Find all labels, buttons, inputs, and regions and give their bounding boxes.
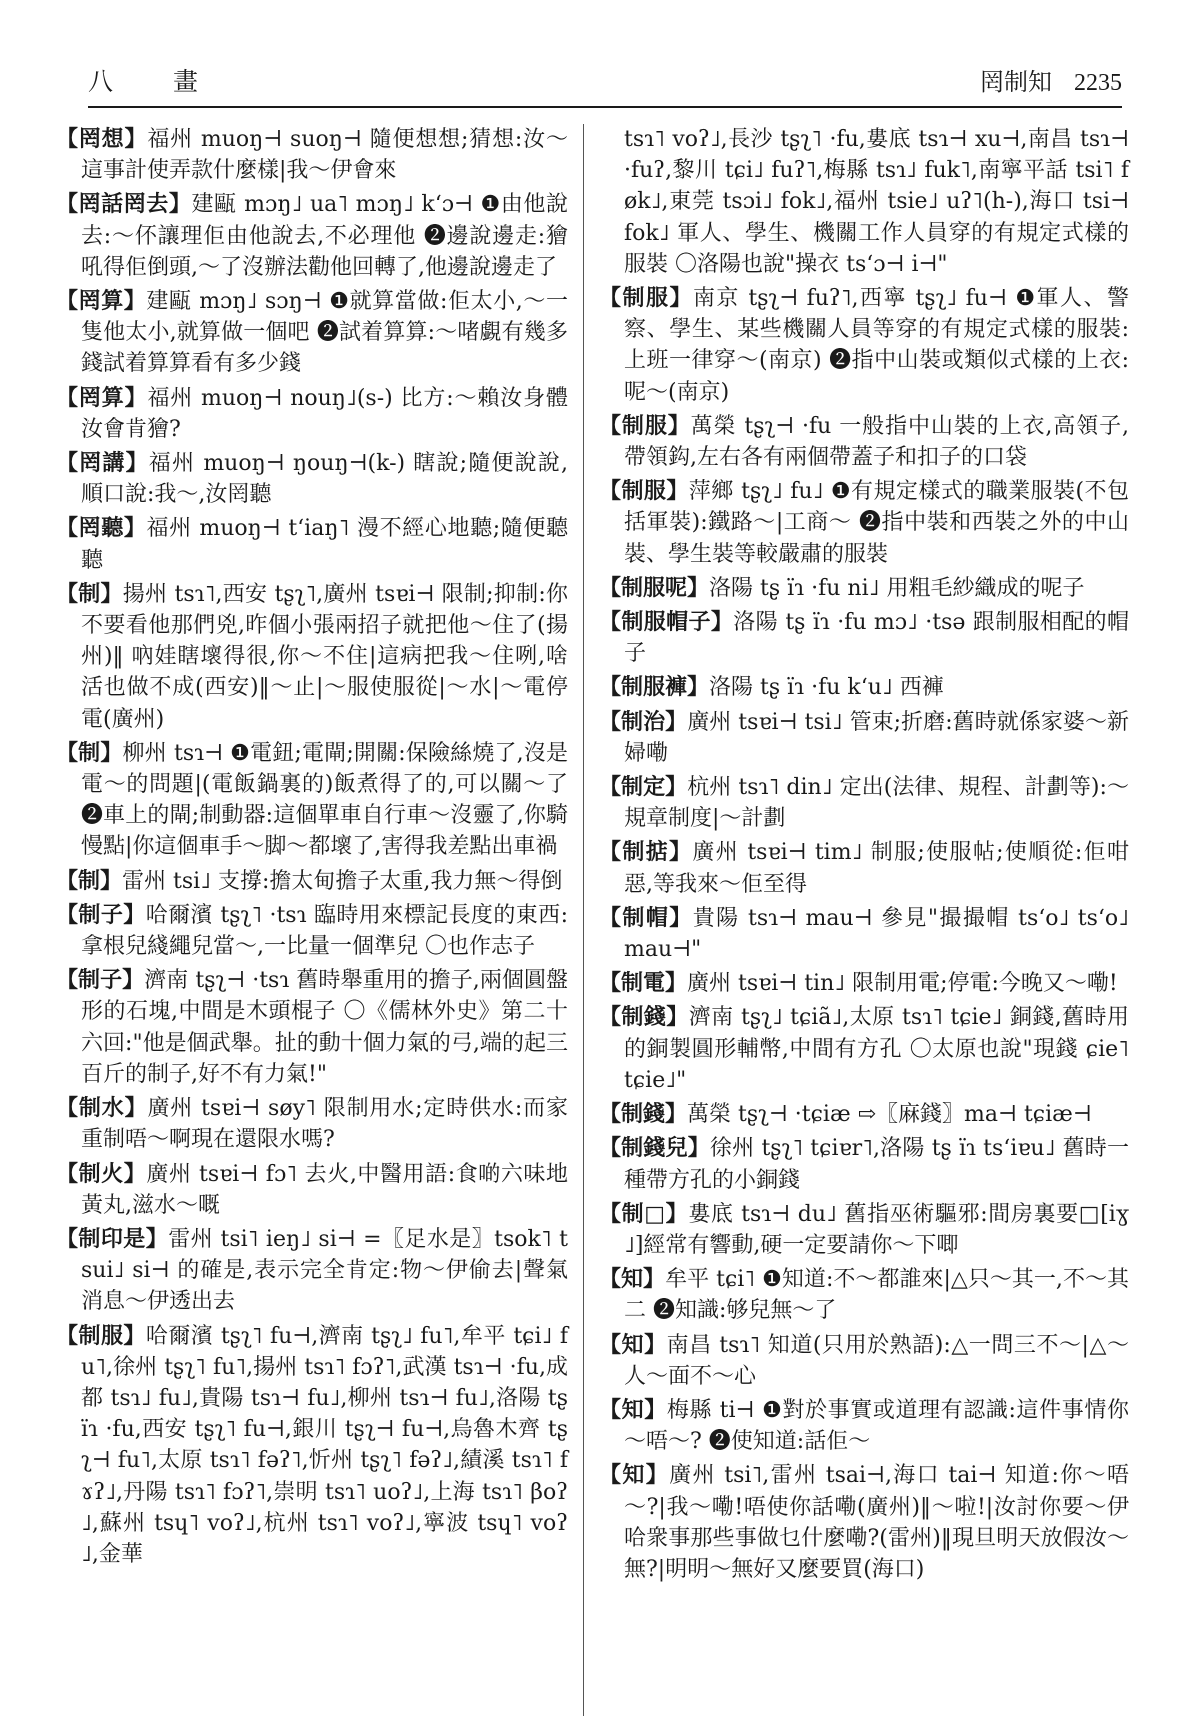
dictionary-entry — [56, 900, 568, 962]
entry-headword: 【制火】 — [56, 1160, 147, 1187]
entry-definition: 廣州 tsɐi⊣ tim˩ 制服;使服帖;使順從:佢咁惡,等我來～佢至得 — [624, 840, 1129, 897]
page-number: 2235 — [1074, 70, 1122, 96]
entry-headword: 【制】 — [56, 739, 123, 766]
entry-headword: 【制錢】 — [599, 1101, 688, 1128]
entry-definition: 徐州 tʂʅ˥ tɕiɐr˥,洛陽 tʂ ïɿ tsʻiɐu˩ 舊時一種帶方孔的小銅錢 — [624, 1136, 1129, 1193]
dictionary-entry — [599, 1395, 1129, 1457]
entry-headword: 【制】 — [56, 580, 123, 607]
page-header — [88, 56, 1122, 108]
entry-definition: 洛陽 tʂ ïɿ ·fu kʻu˩ 西褲 — [709, 675, 944, 701]
dictionary-entry — [56, 1224, 568, 1318]
dictionary-entry — [599, 573, 1129, 604]
dictionary-entry — [599, 1330, 1129, 1392]
running-headwords: 罔制知 — [980, 68, 1052, 96]
entry-headword: 【罔話罔去】 — [56, 191, 192, 218]
dictionary-entry — [599, 124, 1129, 280]
entry-definition: 福州 muoŋ⊣ tʻiaŋ˥ 漫不經心地聽;隨便聽聽 — [81, 516, 568, 573]
dictionary-entry — [56, 965, 568, 1090]
entry-definition: 廣州 tsɐi⊣ fɔ˥ 去火,中醫用語:食啲六味地黃丸,滋水～嘅 — [81, 1161, 568, 1218]
dictionary-entry — [56, 286, 568, 380]
entry-headword: 【制□】 — [599, 1200, 689, 1227]
dictionary-entry — [56, 738, 568, 863]
entry-definition: 梅縣 ti⊣ ❶對於事實或道理有認識:這件事情你～唔～? ❷使知道:話佢～ — [624, 1397, 1129, 1455]
dictionary-entry — [599, 476, 1129, 570]
entry-definition: 牟平 tɕi˥ ❶知道:不～都誰來|△只～其一,不～其二 ❷知識:够兒無～了 — [624, 1267, 1129, 1324]
entry-definition: 廣州 tsi˥,雷州 tsai⊣,海口 tai⊣ 知道:你～唔～?|我～嘞!唔使你話嘞(廣州)‖～啦!|汝討你要～伊哈衆事那些事做乜什麼嘞?(雷州)‖現旦明天放假汝～無?|明明～無好又麼要買(海口) — [624, 1463, 1129, 1582]
entry-headword: 【制服帽子】 — [599, 609, 734, 636]
dictionary-entry — [599, 1002, 1129, 1096]
right-column — [599, 124, 1129, 1588]
entry-headword: 【制治】 — [599, 708, 688, 735]
entry-definition: tsɿ˥ voʔ˩,長沙 tʂʅ˥ ·fu,婁底 tsɿ⊣ xu⊣,南昌 tsɿ⊣ ·fuʔ,黎川 tɕi˩ fuʔ˥,梅縣 tsɿ˩ fuk˥,南寧平話 tsi˥ føk˩,東莞 tsɔi˩ fok˩,福州 tsie˩ uʔ˥(h-),海口 tsi⊣ fok˩ 軍人、學生、機關工作人員穿的有規定式樣的服裝 〇洛陽也說"操衣 tsʻɔ⊣ i⊣" — [624, 127, 1129, 277]
entry-headword: 【制印是】 — [56, 1225, 169, 1252]
entry-definition: 福州 muoŋ⊣ suoŋ⊣ 隨便想想;猜想:汝～這事計使弄款什麼樣|我～伊會來 — [81, 127, 568, 184]
dictionary-entry — [56, 189, 568, 283]
dictionary-entry — [599, 411, 1129, 473]
entry-headword: 【知】 — [599, 1266, 666, 1293]
entry-headword: 【制錢兒】 — [599, 1135, 710, 1162]
dictionary-entry — [599, 1199, 1129, 1261]
entry-definition: 貴陽 tsɿ⊣ mau⊣ 參見"撮撮帽 tsʻo˩ tsʻo˩ mau⊣" — [624, 905, 1129, 963]
entry-headword: 【制服】 — [56, 1322, 146, 1349]
dictionary-entry — [599, 1133, 1129, 1195]
dictionary-entry — [56, 513, 568, 575]
dictionary-entry — [56, 1321, 568, 1571]
column-divider — [583, 124, 584, 1716]
dictionary-entry — [599, 903, 1129, 965]
entry-headword: 【制服呢】 — [599, 574, 710, 601]
entry-definition: 萬榮 tʂʅ⊣ ·tɕiæ ⇨〖麻錢〗ma⊣ tɕiæ⊣ — [687, 1102, 1092, 1128]
entry-headword: 【罔算】 — [56, 288, 147, 315]
dictionary-entry — [56, 579, 568, 735]
dictionary-entry — [599, 1460, 1129, 1585]
entry-headword: 【制服】 — [599, 412, 691, 439]
entry-definition: 雷州 tsi˩ 支撐:擔太甸擔子太重,我力無～得倒 — [122, 868, 563, 894]
entry-definition: 濟南 tʂʅ⊣ ·tsɿ 舊時舉重用的擔子,兩個圓盤形的石塊,中間是木頭棍子 〇《儒林外史》第二十六回:"他是個武舉。扯的動十個力氣的弓,端的起三百斤的制子,好不有力氣!" — [81, 968, 568, 1087]
entry-definition: 揚州 tsɿ˥,西安 tʂʅ˥,廣州 tsɐi⊣ 限制;抑制:你不要看他那們兇,昨個小張兩招子就把他～住了(揚州)‖ 吶娃瞎壞得很,你～不住|這病把我～住咧,啥活也做不成(西安)‖～止|～服使服從|～水|～電停電(廣州) — [81, 581, 568, 732]
entry-headword: 【知】 — [599, 1331, 667, 1358]
entry-headword: 【制服】 — [599, 285, 693, 312]
dictionary-entry — [56, 383, 568, 445]
entry-definition: 廣州 tsɐi⊣ tsi˩ 管束;折磨:舊時就係家婆～新婦嘞 — [624, 709, 1129, 766]
left-column — [56, 124, 568, 1573]
entry-definition: 萬榮 tʂʅ⊣ ·fu 一般指中山裝的上衣,高領子,帶領鈎,左右各有兩個帶蓋子和扣子的口袋 — [624, 413, 1129, 471]
entry-headword: 【制掂】 — [599, 839, 693, 866]
running-head — [980, 62, 1122, 97]
entry-headword: 【制服褲】 — [599, 674, 710, 701]
entry-definition: 南昌 tsɿ˥ 知道(只用於熟語):△一問三不～|△～人～面不～心 — [624, 1332, 1129, 1389]
entry-headword: 【知】 — [599, 1462, 670, 1489]
dictionary-entry — [56, 1093, 568, 1155]
entry-headword: 【罔想】 — [56, 126, 148, 152]
dictionary-entry — [599, 672, 1129, 703]
dictionary-entry — [56, 866, 568, 897]
entry-definition: 婁底 tsɿ⊣ du˩ 舊指巫術驅邪:間房裏要□[iɣ˩]經常有響動,硬一定要請你～下唧 — [624, 1201, 1129, 1258]
entry-definition: 福州 muoŋ⊣ ŋouŋ⊣(k-) 瞎說;隨便說說,順口說:我～,汝罔聽 — [81, 451, 568, 508]
dictionary-entry — [599, 283, 1129, 408]
entry-definition: 雷州 tsi˥ ieŋ˩ si⊣ =〖足水是〗tsok˥ tsui˩ si⊣ 的確是,表示完全肯定:物～伊偷去|聲氣消息～伊透出去 — [81, 1226, 568, 1315]
dictionary-entry — [599, 707, 1129, 769]
dictionary-entry — [599, 968, 1129, 999]
entry-headword: 【罔算】 — [56, 384, 148, 411]
entry-headword: 【制】 — [56, 867, 123, 894]
entry-headword: 【罔講】 — [56, 450, 149, 477]
entry-definition: 洛陽 tʂ ïɿ ·fu mɔ˩ ·tsə 跟制服相配的帽子 — [624, 610, 1129, 667]
entry-definition: 哈爾濱 tʂʅ˥ fu⊣,濟南 tʂʅ˩ fu˥,牟平 tɕi˩ fu˥,徐州 tʂʅ˥ fu˥,揚州 tsɿ˥ fɔʔ˥,武漢 tsɿ⊣ ·fu,成都 tsɿ˩ fu˩,貴陽 tsɿ⊣ fu˩,柳州 tsɿ⊣ fu˩,洛陽 tʂ ïɿ ·fu,西安 tʂʅ˥ fu⊣,銀川 tʂʅ⊣ fu⊣,烏魯木齊 tʂʅ⊣ fu˥,太原 tsɿ˥ fəʔ˥,忻州 tʂʅ˥ fəʔ˩,績溪 tsɿ˥ fɤʔ˩,丹陽 tsɿ˥ fɔʔ˥,崇明 tsɿ˥ uoʔ˩,上海 tsɿ˥ βoʔ˩,蘇州 tsɥ˥ voʔ˩,杭州 tsɿ˥ voʔ˩,寧波 tsɥ˥ voʔ˩,金華 — [81, 1323, 568, 1567]
entry-headword: 【知】 — [599, 1396, 667, 1423]
dictionary-entry — [56, 1159, 568, 1221]
section-title: 八 畫 — [88, 67, 224, 96]
entry-headword: 【制服】 — [599, 478, 689, 505]
entry-definition: 洛陽 tʂ ïɿ ·fu ni˩ 用粗毛紗織成的呢子 — [709, 575, 1085, 601]
entry-definition: 濟南 tʂʅ˩ tɕiã˩,太原 tsɿ˥ tɕie˩ 銅錢,舊時用的銅製圓形輔幣,中間有方孔 〇太原也說"現錢 ɕie˥ tɕie˩" — [624, 1005, 1129, 1093]
dictionary-entry — [599, 1264, 1129, 1326]
entry-definition: 柳州 tsɿ⊣ ❶電鈕;電閘;開關:保險絲燒了,沒是電～的問題|(電飯鍋裏的)飯煮得了的,可以關～了 ❷車上的閘;制動器:這個單車自行車～沒靈了,你騎慢點|你這個車手～脚～都壞了,害得我差點出車禍 — [81, 740, 568, 860]
entry-definition: 建甌 mɔŋ˩ ua˥ mɔŋ˩ kʻɔ⊣ ❶由他說去:～伓讓理佢由他說去,不必理他 ❷邊說邊走:獪吼得佢倒頭,～了沒辦法勸他回轉了,他邊說邊走了 — [81, 192, 568, 280]
entry-headword: 【制電】 — [599, 970, 688, 997]
dictionary-entry — [599, 837, 1129, 899]
entry-headword: 【制子】 — [56, 967, 145, 994]
entry-definition: 福州 muoŋ⊣ nouŋ˩(s-) 比方:～賴汝身體汝會肯獪? — [81, 385, 568, 442]
entry-definition: 哈爾濱 tʂʅ˥ ·tsɿ 臨時用來標記長度的東西:拿根兒綫繩兒當～,一比量一個準兒 〇也作志子 — [81, 902, 568, 960]
entry-definition: 廣州 tsɐi⊣ søy˥ 限制用水;定時供水:而家重制唔～啊現在還限水嗎? — [81, 1096, 568, 1153]
entry-definition: 萍鄉 tʂʅ˩ fu˩ ❶有規定樣式的職業服裝(不包括軍裝):鐵路～|工商～ ❷指中裝和西裝之外的中山裝、學生裝等較嚴肅的服裝 — [624, 479, 1129, 567]
entry-headword: 【制錢】 — [599, 1004, 689, 1031]
entry-headword: 【制子】 — [56, 901, 146, 928]
entry-headword: 【制定】 — [599, 774, 688, 801]
entry-headword: 【制水】 — [56, 1095, 148, 1122]
entry-headword: 【制帽】 — [599, 904, 693, 931]
dictionary-entry — [599, 772, 1129, 834]
dictionary-entry — [599, 607, 1129, 669]
dictionary-entry — [599, 1099, 1129, 1130]
entry-definition: 南京 tʂʅ⊣ fuʔ˥,西寧 tʂʅ˩ fu⊣ ❶軍人、警察、學生、某些機關人員等穿的有規定式樣的服裝:上班一律穿～(南京) ❷指中山裝或類似式樣的上衣:呢～(南京) — [624, 286, 1129, 405]
entry-definition: 杭州 tsɿ˥ din˩ 定出(法律、規程、計劃等):～規章制度|～計劃 — [624, 775, 1129, 832]
dictionary-entry — [56, 124, 568, 186]
entry-definition: 廣州 tsɐi⊣ tin˩ 限制用電;停電:今晚又～嘞! — [687, 971, 1118, 997]
entry-definition: 建甌 mɔŋ˩ sɔŋ⊣ ❶就算當做:佢太小,～一隻他太小,就算做一個吧 ❷試着算算:～啫覷有幾多錢試着算算看有多少錢 — [81, 289, 568, 377]
dictionary-entry — [56, 448, 568, 510]
entry-headword: 【罔聽】 — [56, 515, 147, 542]
